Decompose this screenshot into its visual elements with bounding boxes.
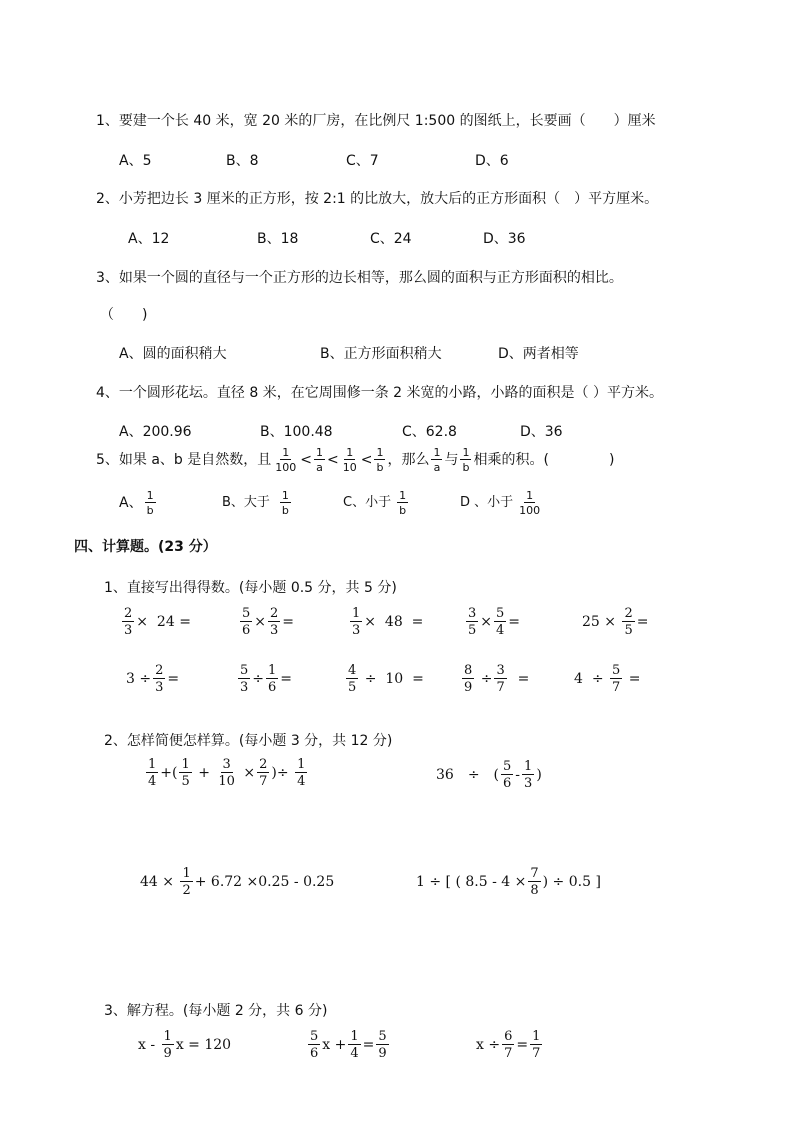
divide-sign: ÷: [591, 671, 604, 687]
fraction: $\frac{5}{6}$: [310, 1029, 319, 1061]
equals-sign: =: [411, 614, 424, 630]
fraction: $\frac{1}{100}$: [275, 446, 297, 474]
q1-option-c: C、7: [346, 153, 379, 169]
calc-2-title: 2、怎样简便怎样算。(每小题 3 分，共 12 分): [104, 733, 393, 749]
fraction: $\frac{5}{9}$: [378, 1029, 387, 1061]
operator: ×: [243, 765, 256, 781]
q4-option-d: D、36: [520, 424, 563, 440]
equation-text: x = 120: [175, 1037, 232, 1053]
equation-text: x -: [138, 1037, 156, 1053]
q4-option-a: A、200.96: [119, 424, 192, 440]
fraction: $\frac{1}{b}$: [146, 489, 154, 517]
fraction: $\frac{8}{9}$: [464, 663, 473, 695]
fraction: $\frac{1}{6}$: [268, 663, 277, 695]
question-2: 2、小芳把边长 3 厘米的正方形，按 2:1 的比放大，放大后的正方形面积（ ）平方厘米。: [96, 191, 659, 207]
q3-option-b: B、正方形面积稍大: [320, 346, 442, 362]
question-3: 3、如果一个圆的直径与一个正方形的边长相等，那么圆的面积与正方形面积的相比。: [96, 270, 623, 286]
fraction: $\frac{7}{8}$: [530, 866, 539, 898]
calc-item: [582, 607, 648, 637]
operator: +: [198, 765, 210, 781]
fraction: $\frac{1}{a}$: [316, 446, 324, 474]
question-4: 4、一个圆形花坛。直径 8 米，在它周围修一条 2 米宽的小路，小路的面积是（ ）平方米。: [96, 385, 663, 401]
fraction: $\frac{1}{9}$: [163, 1029, 172, 1061]
expression-text: 36 ÷ (: [436, 767, 500, 783]
equals-sign: =: [517, 671, 530, 687]
equals-sign: =: [412, 671, 424, 687]
number: 25: [582, 614, 600, 630]
fraction: $\frac{1}{5}$: [181, 757, 190, 789]
option-label: B、大于: [222, 495, 270, 510]
fraction: $\frac{5}{4}$: [496, 606, 505, 638]
fraction: $\frac{1}{100}$: [519, 489, 541, 517]
times-sign: ×: [480, 614, 493, 630]
fraction: $\frac{1}{10}$: [342, 446, 357, 474]
q3-option-d: D、两者相等: [498, 346, 579, 362]
fraction: $\frac{5}{6}$: [242, 606, 251, 638]
calc-item: [344, 664, 424, 694]
fraction: $\frac{1}{7}$: [532, 1029, 541, 1061]
operator: ): [536, 767, 542, 783]
divide-sign: ÷: [252, 671, 265, 687]
times-sign: ×: [604, 614, 617, 630]
calc-item: [238, 607, 294, 637]
fraction: $\frac{6}{7}$: [504, 1029, 513, 1061]
divide-sign: ÷: [480, 671, 493, 687]
fraction: $\frac{3}{7}$: [496, 663, 505, 695]
q5-close: ): [608, 452, 615, 468]
fraction: $\frac{1}{3}$: [524, 759, 533, 791]
less-than: <: [300, 452, 313, 468]
calc-3-title: 3、解方程。(每小题 2 分，共 6 分): [104, 1003, 328, 1019]
number: 4: [574, 671, 583, 687]
fraction: $\frac{2}{3}$: [155, 663, 164, 695]
q3-blank: （ ): [100, 307, 148, 323]
equation-text: x ÷: [476, 1037, 501, 1053]
expression-text: 1 ÷ [ ( 8.5 - 4 ×: [416, 874, 527, 890]
fraction: $\frac{1}{4}$: [148, 757, 157, 789]
divide-sign: ÷: [139, 671, 152, 687]
fraction: $\frac{5}{7}$: [612, 663, 621, 695]
fraction: $\frac{2}{3}$: [270, 606, 279, 638]
q1-option-b: B、8: [226, 153, 259, 169]
number: 24: [156, 614, 175, 630]
expression-text: 44 ×: [140, 874, 174, 890]
q2-option-c: C、24: [370, 231, 412, 247]
less-than: <: [327, 452, 339, 468]
fraction: $\frac{1}{4}$: [350, 1029, 359, 1061]
option-label: A、: [119, 495, 143, 511]
expression-1: [144, 758, 309, 788]
fraction: $\frac{1}{3}$: [352, 606, 361, 638]
fraction: $\frac{2}{7}$: [259, 757, 268, 789]
calc-item: [236, 664, 292, 694]
equation-1: [138, 1030, 231, 1060]
expression-3: [140, 867, 334, 897]
number: 3: [126, 671, 135, 687]
fraction: $\frac{1}{b}$: [399, 489, 407, 517]
equals-sign: =: [508, 614, 521, 630]
fraction: $\frac{2}{3}$: [124, 606, 133, 638]
equation-text: x +: [322, 1037, 347, 1053]
expression-text: + 6.72 ×0.25 - 0.25: [194, 874, 335, 890]
operator: )÷: [271, 765, 289, 781]
option-label: D 、小于: [460, 495, 514, 510]
equals-sign: =: [362, 1037, 375, 1053]
number: 48: [384, 614, 403, 630]
operator: -: [515, 767, 521, 783]
times-sign: ×: [364, 614, 377, 630]
less-than: <: [360, 452, 373, 468]
fraction: $\frac{1}{b}$: [462, 446, 470, 474]
fraction: $\frac{5}{3}$: [240, 663, 249, 695]
calc-1-title: 1、直接写出得得数。(每小题 0.5 分，共 5 分): [104, 580, 397, 596]
calc-item: [574, 664, 640, 694]
divide-sign: ÷: [364, 671, 377, 687]
equals-sign: =: [179, 614, 191, 630]
times-sign: ×: [136, 614, 149, 630]
q5-option-d: [460, 490, 544, 516]
calc-item: [126, 664, 179, 694]
q5-suffix: 相乘的积。(: [473, 452, 549, 468]
times-sign: ×: [254, 614, 267, 630]
q2-option-a: A、12: [128, 231, 170, 247]
equals-sign: =: [282, 614, 295, 630]
expression-text: ) ÷ 0.5 ]: [542, 874, 601, 890]
equals-sign: =: [516, 1037, 529, 1053]
option-label: C、小于: [343, 495, 392, 510]
equals-sign: =: [167, 671, 180, 687]
q4-option-c: C、62.8: [402, 424, 457, 440]
q5-option-a: [119, 490, 158, 516]
question-1: 1、要建一个长 40 米，宽 20 米的厂房，在比例尺 1:500 的图纸上，长要画（ ）厘米: [96, 113, 656, 129]
q3-option-a: A、圆的面积稍大: [119, 346, 227, 362]
q5-prefix: 5、如果 a、b 是自然数，且: [96, 452, 272, 468]
q4-option-b: B、100.48: [260, 424, 333, 440]
fraction: $\frac{3}{5}$: [468, 606, 477, 638]
equation-2: [306, 1030, 391, 1060]
q5-with: 与: [444, 452, 459, 468]
q5-mid: ，那么: [387, 452, 430, 468]
q1-option-a: A、5: [119, 153, 152, 169]
expression-2: [436, 760, 542, 790]
question-5: [96, 447, 614, 473]
calc-item: [120, 607, 191, 637]
fraction: $\frac{3}{10}$: [218, 757, 235, 789]
q2-option-d: D、36: [483, 231, 526, 247]
calc-item: [348, 607, 423, 637]
calc-item: [460, 664, 529, 694]
q5-option-c: [343, 490, 410, 516]
equals-sign: =: [636, 614, 649, 630]
q1-option-d: D、6: [475, 153, 509, 169]
fraction: $\frac{5}{6}$: [503, 759, 512, 791]
calc-item: [464, 607, 520, 637]
fraction: $\frac{1}{b}$: [281, 489, 289, 517]
fraction: $\frac{1}{a}$: [433, 446, 441, 474]
fraction: $\frac{2}{5}$: [624, 606, 633, 638]
q5-option-b: [222, 490, 293, 516]
equals-sign: =: [628, 671, 641, 687]
q2-option-b: B、18: [257, 231, 299, 247]
expression-4: [416, 867, 601, 897]
fraction: $\frac{1}{2}$: [182, 866, 191, 898]
operator: +(: [160, 765, 178, 781]
section-title: 四、计算题。(23 分）: [74, 539, 217, 555]
fraction: $\frac{4}{5}$: [348, 663, 357, 695]
fraction: $\frac{1}{4}$: [297, 757, 306, 789]
equals-sign: =: [280, 671, 293, 687]
number: 10: [385, 671, 404, 687]
equation-3: [476, 1030, 544, 1060]
fraction: $\frac{1}{b}$: [376, 446, 384, 474]
